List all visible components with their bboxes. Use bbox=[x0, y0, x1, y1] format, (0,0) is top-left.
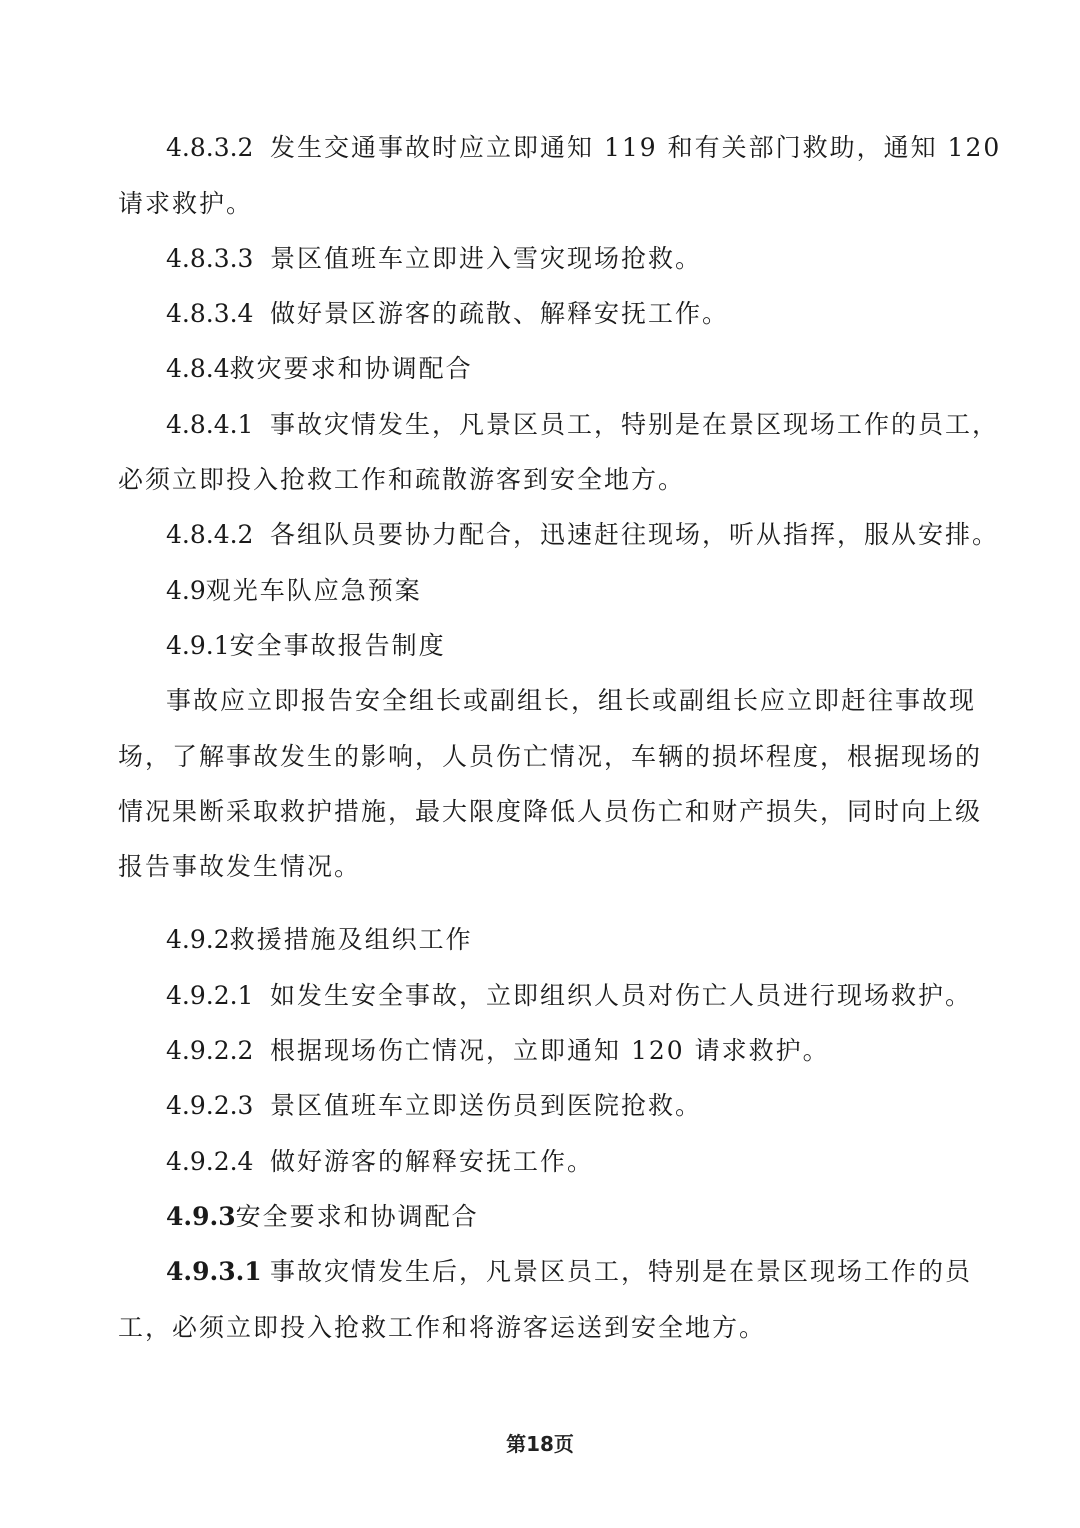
section-title: 安全要求和协调配合 bbox=[235, 1202, 479, 1231]
section-title: 救灾要求和协调配合 bbox=[229, 354, 473, 383]
paragraph-line bbox=[166, 979, 972, 1013]
paragraph-line bbox=[118, 740, 982, 774]
paragraph-line bbox=[166, 131, 1001, 165]
section-heading bbox=[166, 923, 473, 957]
paragraph-line bbox=[166, 408, 999, 442]
paragraph-text: 场，了解事故发生的影响，人员伤亡情况，车辆的损坏程度，根据现场的 bbox=[118, 742, 983, 771]
paragraph-line bbox=[166, 1145, 594, 1179]
paragraph-line bbox=[166, 1255, 972, 1289]
paragraph-text: 报告事故发生情况。 bbox=[118, 852, 362, 881]
clause-text: 事故灾情发生，凡景区员工，特别是在景区现场工作的员工， bbox=[270, 410, 1000, 439]
paragraph-line bbox=[118, 795, 982, 829]
section-number: 4.9 bbox=[166, 576, 206, 605]
clause-number: 4.9.2.2 bbox=[166, 1036, 254, 1065]
clause-text: 做好游客的解释安抚工作。 bbox=[270, 1147, 595, 1176]
paragraph-text: 事故应立即报告安全组长或副组长，组长或副组长应立即赶往事故现 bbox=[166, 686, 977, 715]
paragraph-line bbox=[166, 1034, 830, 1068]
clause-number: 4.9.2.4 bbox=[166, 1147, 254, 1176]
section-heading bbox=[166, 629, 446, 663]
section-title: 观光车队应急预案 bbox=[205, 576, 422, 605]
clause-text: 如发生安全事故，立即组织人员对伤亡人员进行现场救护。 bbox=[270, 981, 973, 1010]
page-number: 第18页 bbox=[506, 1432, 574, 1456]
clause-text: 做好景区游客的疏散、解释安抚工作。 bbox=[270, 299, 730, 328]
section-heading bbox=[166, 574, 422, 608]
clause-text: 发生交通事故时应立即通知 119 和有关部门救助，通知 120 bbox=[270, 133, 1002, 162]
clause-number: 4.8.3.2 bbox=[166, 133, 254, 162]
section-title: 救援措施及组织工作 bbox=[229, 925, 473, 954]
clause-text: 根据现场伤亡情况，立即通知 120 请求救护。 bbox=[270, 1036, 830, 1065]
paragraph-line bbox=[118, 187, 253, 221]
section-heading bbox=[166, 1200, 479, 1234]
paragraph-line bbox=[118, 1311, 766, 1345]
section-title: 安全事故报告制度 bbox=[229, 631, 446, 660]
paragraph-line bbox=[118, 850, 361, 884]
paragraph-line bbox=[166, 1089, 702, 1123]
paragraph-line bbox=[166, 242, 702, 276]
clause-number: 4.9.2.1 bbox=[166, 981, 254, 1010]
clause-number: 4.9.3.1 bbox=[166, 1257, 262, 1286]
clause-text: 各组队员要协力配合，迅速赶往现场，听从指挥，服从安排。 bbox=[270, 520, 1000, 549]
clause-number: 4.8.4.1 bbox=[166, 410, 254, 439]
clause-number: 4.8.3.4 bbox=[166, 299, 254, 328]
clause-text: 景区值班车立即进入雪灾现场抢救。 bbox=[270, 244, 703, 273]
section-number: 4.9.2 bbox=[166, 925, 230, 954]
section-number: 4.9.3 bbox=[166, 1202, 236, 1231]
clause-number: 4.8.4.2 bbox=[166, 520, 254, 549]
clause-text: 工，必须立即投入抢救工作和将游客运送到安全地方。 bbox=[118, 1313, 767, 1342]
clause-text: 必须立即投入抢救工作和疏散游客到安全地方。 bbox=[118, 465, 686, 494]
paragraph-line bbox=[166, 684, 976, 718]
paragraph-line bbox=[166, 518, 999, 552]
paragraph-line bbox=[118, 463, 685, 497]
clause-number: 4.9.2.3 bbox=[166, 1091, 254, 1120]
paragraph-text: 情况果断采取救护措施，最大限度降低人员伤亡和财产损失，同时向上级 bbox=[118, 797, 983, 826]
clause-text: 请求救护。 bbox=[118, 189, 254, 218]
section-number: 4.8.4 bbox=[166, 354, 230, 383]
clause-text: 景区值班车立即送伤员到医院抢救。 bbox=[270, 1091, 703, 1120]
section-heading bbox=[166, 352, 473, 386]
clause-number: 4.8.3.3 bbox=[166, 244, 254, 273]
paragraph-line bbox=[166, 297, 729, 331]
section-number: 4.9.1 bbox=[166, 631, 230, 660]
clause-text: 事故灾情发生后，凡景区员工，特别是在景区现场工作的员 bbox=[270, 1257, 973, 1286]
